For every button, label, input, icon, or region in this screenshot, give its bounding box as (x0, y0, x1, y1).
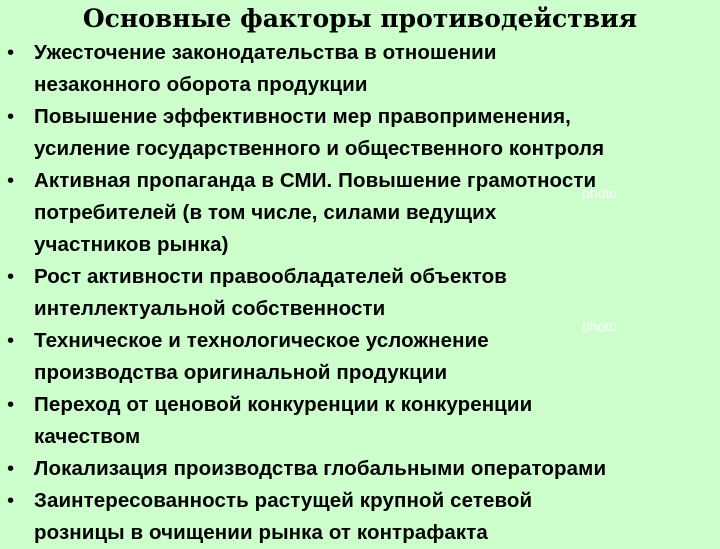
list-item-line: Заинтересованность растущей крупной сетевой (34, 489, 533, 512)
bullet-icon: • (7, 489, 15, 512)
list-item-line: Рост активности правообладателей объектов (34, 265, 507, 288)
bullet-icon: • (7, 457, 15, 480)
list-item (0, 389, 720, 453)
factors-list (0, 37, 720, 549)
bullet-icon: • (7, 169, 15, 192)
bullet-icon: • (7, 393, 15, 416)
photo-watermark: photo (582, 185, 618, 201)
bullet-icon: • (7, 265, 15, 288)
list-item-line: Повышение эффективности мер правоприменения, (34, 105, 571, 128)
list-item-line: качеством (34, 425, 141, 448)
list-item-line: усиление государственного и общественного контроля (34, 137, 605, 160)
list-item (0, 325, 720, 389)
slide-title: Основные факторы противодействия (82, 4, 638, 33)
list-item-line: незаконного оборота продукции (34, 73, 368, 96)
list-item-line: Ужесточение законодательства в отношении (34, 41, 497, 64)
list-item-line: розницы в очищении рынка от контрафакта (34, 521, 488, 544)
bullet-icon: • (7, 329, 15, 352)
list-item-line: Активная пропаганда в СМИ. Повышение грамотности (34, 169, 597, 192)
list-item (0, 165, 720, 261)
list-item (0, 485, 720, 549)
list-item-line: участников рынка) (34, 233, 229, 256)
list-item (0, 453, 720, 485)
list-item-line: Локализация производства глобальными операторами (34, 457, 607, 480)
list-item-line: потребителей (в том числе, силами ведущих (34, 201, 497, 224)
list-item (0, 37, 720, 101)
list-item (0, 101, 720, 165)
bullet-icon: • (7, 41, 15, 64)
bullet-icon: • (7, 105, 15, 128)
list-item-line: Переход от ценовой конкуренции к конкуренции (34, 393, 533, 416)
list-item-line: Техническое и технологическое усложнение (34, 329, 489, 352)
photo-watermark: photo (582, 318, 618, 334)
list-item-line: интеллектуальной собственности (34, 297, 386, 320)
list-item (0, 261, 720, 325)
list-item-line: производства оригинальной продукции (34, 361, 448, 384)
